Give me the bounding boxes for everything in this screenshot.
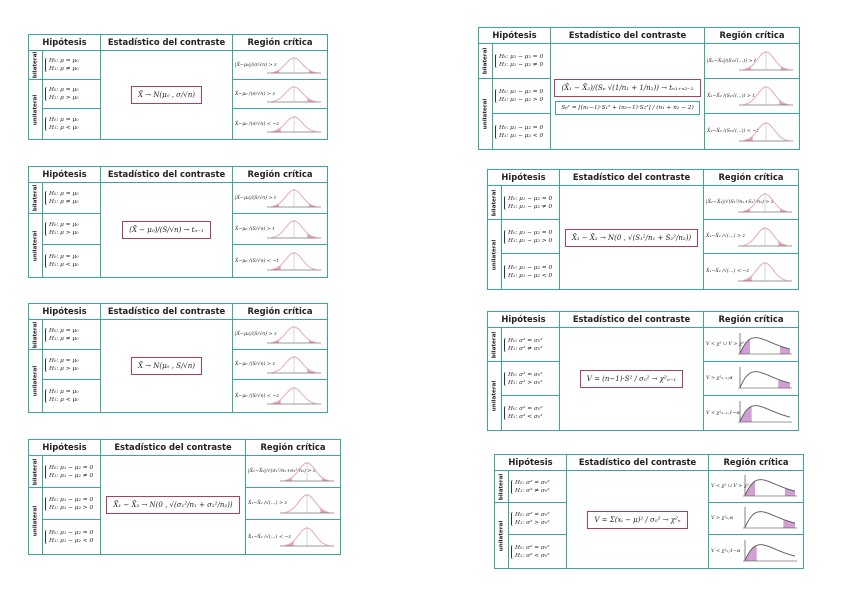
critical-region-cell: [705, 114, 799, 149]
critical-region-tail-0: [783, 519, 795, 528]
hypothesis-test-table: [28, 439, 341, 555]
test-statistic-formula: X̄ → N(μ₀ , σ/√n): [131, 86, 202, 104]
null-hypothesis: H₀: μ = μ₀: [49, 357, 79, 364]
hypothesis-test-table: [478, 27, 800, 150]
hypothesis-cell: [43, 520, 101, 554]
null-hypothesis: H₀: μ = μ₀: [49, 222, 79, 228]
critical-region-tail-1: [785, 488, 795, 496]
alt-hypothesis: H₁: μ < μ₀: [49, 125, 79, 131]
side-label-text: unilateral: [32, 505, 39, 537]
null-hypothesis: H₀: σ² = σ₀²: [508, 371, 543, 378]
null-hypothesis: H₀: σ² = σ₀²: [515, 511, 550, 518]
critical-region-condition: X̄₁−X̄₂ /√(…) < −z: [706, 269, 750, 274]
normal-density-plot: [265, 248, 323, 275]
side-label-bilateral: [29, 456, 43, 488]
hypothesis-test-table: [487, 169, 799, 290]
side-label-unilateral: [479, 79, 493, 149]
critical-region-condition: V < χ²ₙ₋₁;1−α: [706, 410, 740, 416]
critical-region-condition: V > χ²ₙ;α: [711, 516, 734, 521]
critical-region-condition: V < χ² ∪ V > χ²: [706, 342, 744, 347]
statistic-cell: [101, 320, 233, 412]
header-hypothesis: Hipótesis: [29, 440, 101, 456]
chi-square-density-plot: [741, 473, 799, 501]
critical-region-cell: [233, 183, 327, 214]
alt-hypothesis: H₁: μ ≠ μ₀: [49, 335, 79, 342]
alt-hypothesis: H₁: μ₁ − μ₂ > 0: [508, 237, 553, 244]
header-hypothesis: Hipótesis: [488, 312, 560, 328]
statistic-cell: [560, 328, 704, 430]
alt-hypothesis: H₁: μ₁ − μ₂ < 0: [508, 272, 553, 279]
header-hypothesis: Hipótesis: [29, 167, 101, 183]
test-statistic-formula: V = Σ(xᵢ − μ)² / σ₀² → χ²ₙ: [587, 511, 687, 529]
side-label-text: bilateral: [32, 51, 39, 79]
critical-region-cell: [704, 220, 798, 254]
normal-density-plot: [278, 523, 336, 551]
null-hypothesis: H₀: μ = μ₀: [49, 254, 79, 260]
critical-region-cell: [246, 488, 340, 520]
header-statistic: Estadístico del contraste: [551, 28, 705, 44]
side-label-unilateral: [29, 350, 43, 412]
statistic-cell: [551, 44, 705, 149]
header-region: Región crítica: [233, 167, 327, 183]
chi-square-density-plot: [736, 399, 794, 427]
alt-hypothesis: H₁: σ² ≠ σ₀²: [515, 487, 550, 494]
hypothesis-cell: [509, 535, 567, 568]
side-label-text: bilateral: [32, 458, 39, 485]
null-hypothesis: H₀: σ² = σ₀²: [508, 406, 543, 412]
critical-region-condition: X̄−μ₀ /(σ/√n) > z: [235, 91, 275, 97]
critical-region-cell: [233, 51, 327, 80]
alt-hypothesis: H₁: μ ≠ μ₀: [49, 66, 79, 72]
critical-region-condition: X̄−μ₀ /(S/√n) < −t: [235, 258, 279, 264]
null-hypothesis: H₀: σ² = σ₀²: [508, 337, 543, 344]
test-statistic-formula: X̄₁ − X̄₂ → N(0 , √(σ₁²/n₁ + σ₂²/n₂)): [106, 496, 239, 514]
chi-square-density-plot: [736, 331, 794, 359]
hypothesis-cell: [502, 328, 560, 362]
critical-region-cell: [233, 245, 327, 277]
side-label-unilateral: [29, 80, 43, 139]
side-label-bilateral: [488, 186, 502, 220]
critical-region-cell: [705, 44, 799, 79]
critical-region-cell: [233, 380, 327, 412]
alt-hypothesis: H₁: μ₁ − μ₂ ≠ 0: [49, 472, 94, 479]
normal-density-plot: [278, 458, 336, 486]
critical-region-cell: [233, 350, 327, 380]
hypothesis-cell: [43, 245, 101, 277]
critical-region-cell: [233, 109, 327, 139]
critical-region-cell: [705, 79, 799, 114]
hypothesis-cell: [43, 80, 101, 109]
alt-hypothesis: H₁: μ₁ − μ₂ < 0: [499, 132, 544, 139]
critical-region-condition: X̄₁−X̄₂ /√(…) < −z: [248, 534, 292, 540]
hypothesis-cell: [502, 186, 560, 220]
alt-hypothesis: H₁: σ² < σ₀²: [508, 414, 543, 420]
critical-region-condition: |X̄₁−X̄₂|/√(σ₁²/n₁+σ₂²/n₂) > z: [248, 469, 316, 474]
header-region: Región crítica: [704, 312, 798, 328]
hypothesis-cell: [43, 51, 101, 80]
null-hypothesis: H₀: μ₁ − μ₂ = 0: [508, 264, 553, 271]
side-label-bilateral: [479, 44, 493, 79]
normal-density-plot: [737, 47, 795, 75]
pooled-variance-formula: Sₚ² = [(n₁−1)·S₁² + (n₂−1)·S₂²] / (n₁ + n₂ − 2): [555, 101, 699, 115]
side-label-text: unilateral: [482, 98, 489, 130]
hypothesis-cell: [43, 109, 101, 139]
hypothesis-cell: [493, 114, 551, 149]
normal-density-plot: [265, 53, 323, 78]
critical-region-condition: X̄₁−X̄₂ /√(…) > z: [706, 234, 746, 239]
side-label-bilateral: [29, 320, 43, 350]
critical-region-cell: [246, 520, 340, 554]
hypothesis-cell: [502, 396, 560, 430]
critical-region-cell: [704, 254, 798, 289]
null-hypothesis: H₀: μ = μ₀: [49, 117, 79, 123]
critical-region-condition: X̄₁−X̄₂ /(Sₚ√(…)) > t: [707, 93, 755, 99]
header-region: Región crítica: [233, 304, 327, 320]
null-hypothesis: H₀: μ₁ − μ₂ = 0: [49, 496, 94, 503]
side-label-text: bilateral: [498, 473, 505, 500]
header-statistic: Estadístico del contraste: [560, 170, 704, 186]
chi-square-density-plot: [736, 365, 794, 393]
chi-square-density-plot: [741, 538, 799, 566]
chi-square-density-plot: [741, 505, 799, 533]
critical-region-cell: [709, 503, 803, 535]
statistic-cell: [101, 51, 233, 139]
critical-region-condition: X̄−μ₀ /(σ/√n) < −z: [235, 121, 280, 127]
header-region: Región crítica: [233, 35, 327, 51]
side-label-text: bilateral: [32, 321, 39, 348]
side-label-unilateral: [29, 214, 43, 277]
header-hypothesis: Hipótesis: [29, 304, 101, 320]
null-hypothesis: H₀: μ₁ − μ₂ = 0: [499, 54, 544, 60]
statistic-cell: [560, 186, 704, 289]
critical-region-tail-1: [780, 346, 790, 354]
hypothesis-cell: [43, 488, 101, 520]
alt-hypothesis: H₁: μ₁ − μ₂ ≠ 0: [508, 203, 553, 210]
test-statistic-formula: (X̄₁ − X̄₂)/(Sₚ √(1/n₁ + 1/n₂)) → tₙ₁₊ₙ₂₋₂: [554, 79, 700, 97]
critical-region-condition: V < χ² ∪ V > χ²: [711, 484, 749, 489]
hypothesis-cell: [43, 350, 101, 380]
alt-hypothesis: H₁: μ > μ₀: [49, 365, 79, 372]
normal-density-plot: [737, 118, 795, 146]
side-label-text: unilateral: [491, 380, 498, 412]
test-statistic-formula: X̄ → N(μ₀ , S/√n): [131, 357, 202, 375]
alt-hypothesis: H₁: μ₁ − μ₂ > 0: [499, 97, 544, 103]
alt-hypothesis: H₁: μ₁ − μ₂ < 0: [49, 538, 94, 544]
test-statistic-formula: (X̄ − μ₀)/(S/√n) → tₙ₋₁: [122, 221, 211, 239]
header-statistic: Estadístico del contraste: [101, 440, 246, 456]
side-label-unilateral: [488, 362, 502, 430]
critical-region-tail-0: [745, 481, 755, 496]
statistic-cell: [101, 456, 246, 554]
normal-density-plot: [265, 352, 323, 378]
side-label-text: unilateral: [32, 94, 39, 125]
critical-region-condition: X̄₁−X̄₂ /(Sₚ√(…)) < −t: [707, 129, 759, 134]
critical-region-cell: [233, 80, 327, 109]
null-hypothesis: H₀: μ₁ − μ₂ = 0: [508, 229, 553, 236]
header-statistic: Estadístico del contraste: [101, 35, 233, 51]
normal-density-plot: [736, 258, 794, 286]
critical-region-condition: V < χ²ₙ;1−α: [711, 549, 741, 554]
header-hypothesis: Hipótesis: [488, 170, 560, 186]
header-hypothesis: Hipótesis: [495, 455, 567, 471]
alt-hypothesis: H₁: μ ≠ μ₀: [49, 199, 79, 205]
statistic-cell: [101, 183, 233, 277]
normal-density-plot: [265, 383, 323, 409]
hypothesis-cell: [502, 362, 560, 396]
side-label-text: unilateral: [32, 230, 39, 261]
critical-region-condition: X̄−μ₀ /(S/√n) > t: [235, 226, 275, 232]
null-hypothesis: H₀: μ₁ − μ₂ = 0: [499, 89, 544, 95]
alt-hypothesis: H₁: σ² < σ₀²: [515, 552, 550, 559]
side-label-text: bilateral: [491, 331, 498, 358]
side-label-text: bilateral: [491, 189, 498, 216]
null-hypothesis: H₀: μ = μ₀: [49, 327, 79, 334]
alt-hypothesis: H₁: σ² > σ₀²: [515, 519, 550, 526]
null-hypothesis: H₀: μ₁ − μ₂ = 0: [508, 195, 553, 202]
critical-region-tail-0: [745, 545, 757, 561]
hypothesis-cell: [43, 183, 101, 214]
critical-region-tail-0: [778, 379, 790, 388]
critical-region-cell: [709, 535, 803, 568]
alt-hypothesis: H₁: μ₁ − μ₂ > 0: [49, 504, 94, 511]
critical-region-cell: [709, 471, 803, 503]
hypothesis-cell: [502, 220, 560, 254]
null-hypothesis: H₀: μ = μ₀: [49, 191, 79, 197]
null-hypothesis: H₀: σ² = σ₀²: [515, 544, 550, 551]
header-region: Región crítica: [709, 455, 803, 471]
side-label-text: unilateral: [498, 520, 505, 551]
normal-density-plot: [736, 189, 794, 217]
null-hypothesis: H₀: μ₁ − μ₂ = 0: [49, 464, 94, 471]
critical-region-condition: |X̄−μ₀|/(S/√n) > t: [235, 195, 277, 201]
test-statistic-formula: V = (n−1)·S² / σ₀² → χ²ₙ₋₁: [580, 370, 683, 388]
critical-region-cell: [704, 362, 798, 396]
hypothesis-cell: [43, 320, 101, 350]
critical-region-condition: |X̄₁−X̄₂|/√(S₁²/n₁+S₂²/n₂) > z: [706, 200, 774, 205]
side-label-text: unilateral: [32, 365, 39, 397]
side-label-bilateral: [488, 328, 502, 362]
normal-density-plot: [265, 322, 323, 348]
alt-hypothesis: H₁: σ² ≠ σ₀²: [508, 345, 543, 352]
critical-region-cell: [233, 214, 327, 245]
critical-region-tail-0: [740, 406, 752, 422]
header-region: Región crítica: [246, 440, 340, 456]
alt-hypothesis: H₁: σ² > σ₀²: [508, 379, 543, 386]
normal-density-plot: [736, 223, 794, 251]
hypothesis-test-table: [28, 166, 328, 278]
null-hypothesis: H₀: σ² = σ₀²: [515, 479, 550, 486]
header-region: Región crítica: [705, 28, 799, 44]
side-label-unilateral: [495, 503, 509, 568]
hypothesis-test-table: [28, 34, 328, 140]
normal-density-plot: [265, 185, 323, 212]
normal-density-plot: [737, 82, 795, 110]
hypothesis-cell: [493, 79, 551, 114]
side-label-text: bilateral: [482, 47, 489, 75]
null-hypothesis: H₀: μ₁ − μ₂ = 0: [49, 530, 94, 536]
hypothesis-cell: [43, 456, 101, 488]
side-label-bilateral: [29, 183, 43, 214]
side-label-unilateral: [488, 220, 502, 289]
critical-region-tail-0: [740, 339, 750, 354]
header-hypothesis: Hipótesis: [479, 28, 551, 44]
hypothesis-test-table: [487, 311, 799, 431]
null-hypothesis: H₀: μ = μ₀: [49, 87, 79, 93]
null-hypothesis: H₀: μ₁ − μ₂ = 0: [499, 124, 544, 131]
alt-hypothesis: H₁: μ > μ₀: [49, 230, 79, 236]
hypothesis-test-table: [28, 303, 328, 413]
header-statistic: Estadístico del contraste: [101, 167, 233, 183]
header-region: Región crítica: [704, 170, 798, 186]
critical-region-condition: |X̄₁−X̄₂|/(Sₚ√(…)) > t: [707, 58, 757, 64]
hypothesis-cell: [43, 214, 101, 245]
normal-density-plot: [265, 82, 323, 107]
test-statistic-formula: X̄₁ − X̄₂ → N(0 , √(S₁²/n₁ + S₂²/n₂)): [565, 229, 698, 247]
hypothesis-cell: [509, 503, 567, 535]
header-hypothesis: Hipótesis: [29, 35, 101, 51]
hypothesis-cell: [509, 471, 567, 503]
side-label-text: bilateral: [32, 184, 39, 212]
side-label-bilateral: [495, 471, 509, 503]
critical-region-cell: [233, 320, 327, 350]
critical-region-condition: X̄−μ₀ /(S/√n) > z: [235, 362, 276, 367]
alt-hypothesis: H₁: μ < μ₀: [49, 262, 79, 268]
null-hypothesis: H₀: μ = μ₀: [49, 58, 79, 64]
critical-region-cell: [704, 396, 798, 430]
critical-region-cell: [704, 186, 798, 220]
normal-density-plot: [265, 112, 323, 137]
critical-region-condition: X̄₁−X̄₂ /√(…) > z: [248, 501, 288, 506]
side-label-bilateral: [29, 51, 43, 80]
normal-density-plot: [265, 216, 323, 243]
critical-region-condition: |X̄−μ₀|/(S/√n) > z: [235, 332, 277, 337]
hypothesis-test-table: [494, 454, 804, 569]
critical-region-cell: [704, 328, 798, 362]
alt-hypothesis: H₁: μ < μ₀: [49, 397, 79, 403]
critical-region-cell: [246, 456, 340, 488]
header-statistic: Estadístico del contraste: [567, 455, 709, 471]
side-label-unilateral: [29, 488, 43, 554]
hypothesis-cell: [493, 44, 551, 79]
alt-hypothesis: H₁: μ > μ₀: [49, 95, 79, 101]
header-statistic: Estadístico del contraste: [560, 312, 704, 328]
critical-region-condition: V > χ²ₙ₋₁;α: [706, 376, 733, 381]
normal-density-plot: [278, 490, 336, 518]
critical-region-condition: |X̄−μ₀|/(σ/√n) > z: [235, 62, 277, 68]
hypothesis-cell: [43, 380, 101, 412]
critical-region-condition: X̄−μ₀ /(S/√n) < −z: [235, 393, 280, 399]
statistic-cell: [567, 471, 709, 568]
alt-hypothesis: H₁: μ₁ − μ₂ ≠ 0: [499, 62, 544, 68]
null-hypothesis: H₀: μ = μ₀: [49, 389, 79, 395]
side-label-text: unilateral: [491, 239, 498, 270]
hypothesis-cell: [502, 254, 560, 289]
header-statistic: Estadístico del contraste: [101, 304, 233, 320]
